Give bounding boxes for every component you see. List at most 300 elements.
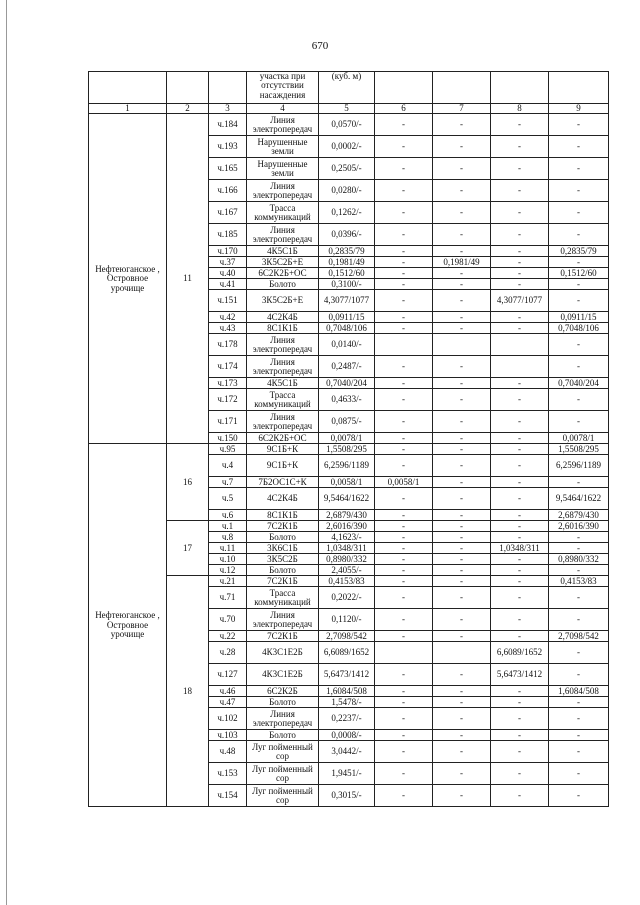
plot-number-cell: ч.151: [209, 290, 247, 312]
plot-number-cell: ч.10: [209, 554, 247, 565]
plot-number-cell: ч.46: [209, 686, 247, 697]
col9-cell: 0,8980/332: [549, 554, 609, 565]
category-cell: Трасса коммуникаций: [247, 389, 319, 411]
area-volume-cell: 1,9451/-: [319, 763, 375, 785]
plot-number-cell: ч.170: [209, 246, 247, 257]
category-cell: Луг пойменный сор: [247, 763, 319, 785]
col9-cell: -: [549, 532, 609, 543]
col7-cell: -: [433, 697, 491, 708]
area-volume-cell: 0,0058/1: [319, 477, 375, 488]
col7-cell: -: [433, 576, 491, 587]
category-cell: 4К5С1Б: [247, 378, 319, 389]
plot-number-cell: ч.1: [209, 521, 247, 532]
plot-number-cell: ч.21: [209, 576, 247, 587]
column-number: 8: [491, 104, 549, 114]
col6-cell: -: [375, 565, 433, 576]
col7-cell: -: [433, 114, 491, 136]
col7-cell: -: [433, 290, 491, 312]
col8-cell: [491, 334, 549, 356]
col6-cell: -: [375, 532, 433, 543]
category-cell: 8С1К1Б: [247, 323, 319, 334]
col6-cell: -: [375, 455, 433, 477]
plot-number-cell: ч.8: [209, 532, 247, 543]
col8-cell: -: [491, 532, 549, 543]
location-cell: Нефтеюганское , Островное урочище: [89, 444, 167, 807]
area-volume-cell: 0,2835/79: [319, 246, 375, 257]
col9-cell: 2,6879/430: [549, 510, 609, 521]
col7-cell: [433, 642, 491, 664]
category-cell: 3К5С2Б: [247, 554, 319, 565]
category-cell: 6С2К2Б: [247, 686, 319, 697]
category-cell: Болото: [247, 532, 319, 543]
col9-cell: 1,5508/295: [549, 444, 609, 455]
category-cell: Линия электропередач: [247, 356, 319, 378]
col9-cell: -: [549, 477, 609, 488]
quarter-cell: 11: [167, 114, 209, 444]
area-volume-cell: 0,2022/-: [319, 587, 375, 609]
col7-cell: -: [433, 785, 491, 807]
category-cell: 4К3С1Е2Б: [247, 664, 319, 686]
col8-cell: -: [491, 477, 549, 488]
col8-cell: 1,0348/311: [491, 543, 549, 554]
plot-number-cell: ч.173: [209, 378, 247, 389]
plot-number-cell: ч.37: [209, 257, 247, 268]
col6-cell: -: [375, 576, 433, 587]
col6-cell: -: [375, 356, 433, 378]
category-cell: 7Б2ОС1С+К: [247, 477, 319, 488]
area-volume-cell: 2,6016/390: [319, 521, 375, 532]
col6-cell: -: [375, 664, 433, 686]
col9-cell: -: [549, 224, 609, 246]
plot-number-cell: ч.165: [209, 158, 247, 180]
plot-number-cell: ч.172: [209, 389, 247, 411]
area-volume-cell: 0,0396/-: [319, 224, 375, 246]
category-cell: 3К5С2Б+Е: [247, 290, 319, 312]
col8-cell: -: [491, 389, 549, 411]
area-volume-cell: 0,4633/-: [319, 389, 375, 411]
table-row: [89, 521, 609, 532]
category-cell: Трасса коммуникаций: [247, 587, 319, 609]
plot-number-cell: ч.47: [209, 697, 247, 708]
area-volume-cell: 6,6089/1652: [319, 642, 375, 664]
col8-cell: -: [491, 411, 549, 433]
column-number: 2: [167, 104, 209, 114]
category-cell: Линия электропередач: [247, 334, 319, 356]
col6-cell: -: [375, 785, 433, 807]
plot-number-cell: ч.95: [209, 444, 247, 455]
col7-cell: -: [433, 411, 491, 433]
quarter-cell: 18: [167, 576, 209, 807]
col8-cell: -: [491, 730, 549, 741]
col8-cell: -: [491, 279, 549, 290]
col9-cell: -: [549, 136, 609, 158]
plot-number-cell: ч.70: [209, 609, 247, 631]
col7-cell: -: [433, 587, 491, 609]
area-volume-cell: 0,3100/-: [319, 279, 375, 290]
col7-cell: -: [433, 202, 491, 224]
plot-number-cell: ч.184: [209, 114, 247, 136]
col7-cell: -: [433, 686, 491, 697]
col8-cell: 5,6473/1412: [491, 664, 549, 686]
col9-cell: -: [549, 158, 609, 180]
category-cell: 6С2К2Б+ОС: [247, 433, 319, 444]
plot-number-cell: ч.12: [209, 565, 247, 576]
col7-cell: [433, 334, 491, 356]
col9-cell: 0,4153/83: [549, 576, 609, 587]
area-volume-cell: 1,0348/311: [319, 543, 375, 554]
header-cell-6: [375, 72, 433, 104]
plot-number-cell: ч.6: [209, 510, 247, 521]
col8-cell: -: [491, 257, 549, 268]
area-volume-cell: 0,2237/-: [319, 708, 375, 730]
header-row: [89, 72, 609, 104]
table-body: [89, 72, 609, 807]
col8-cell: 6,6089/1652: [491, 642, 549, 664]
col6-cell: -: [375, 180, 433, 202]
col9-cell: 6,2596/1189: [549, 455, 609, 477]
category-cell: Луг пойменный сор: [247, 785, 319, 807]
col7-cell: -: [433, 488, 491, 510]
col8-cell: -: [491, 312, 549, 323]
plot-number-cell: ч.153: [209, 763, 247, 785]
area-volume-cell: 0,1981/49: [319, 257, 375, 268]
col8-cell: -: [491, 576, 549, 587]
category-cell: Болото: [247, 279, 319, 290]
area-volume-cell: 0,0140/-: [319, 334, 375, 356]
col6-cell: -: [375, 609, 433, 631]
col6-cell: -: [375, 741, 433, 763]
col9-cell: -: [549, 609, 609, 631]
category-cell: Линия электропередач: [247, 224, 319, 246]
plot-number-cell: ч.171: [209, 411, 247, 433]
plot-number-cell: ч.167: [209, 202, 247, 224]
area-volume-cell: 0,0875/-: [319, 411, 375, 433]
col7-cell: -: [433, 510, 491, 521]
category-cell: 4К5С1Б: [247, 246, 319, 257]
category-cell: Болото: [247, 730, 319, 741]
col9-cell: -: [549, 279, 609, 290]
col9-cell: 0,0911/15: [549, 312, 609, 323]
col9-cell: -: [549, 730, 609, 741]
column-number: 1: [89, 104, 167, 114]
quarter-cell: 16: [167, 444, 209, 521]
col9-cell: 0,1512/60: [549, 268, 609, 279]
col7-cell: -: [433, 455, 491, 477]
category-cell: 4К3С1Е2Б: [247, 642, 319, 664]
plot-number-cell: ч.178: [209, 334, 247, 356]
plot-number-cell: ч.127: [209, 664, 247, 686]
category-cell: 6С2К2Б+ОС: [247, 268, 319, 279]
plot-number-cell: ч.150: [209, 433, 247, 444]
col6-cell: -: [375, 290, 433, 312]
plot-number-cell: ч.40: [209, 268, 247, 279]
plot-number-cell: ч.22: [209, 631, 247, 642]
category-cell: 3К6С1Б: [247, 543, 319, 554]
col7-cell: -: [433, 543, 491, 554]
col8-cell: -: [491, 741, 549, 763]
area-volume-cell: 2,7098/542: [319, 631, 375, 642]
col6-cell: -: [375, 202, 433, 224]
plot-number-cell: ч.7: [209, 477, 247, 488]
col9-cell: -: [549, 543, 609, 554]
area-volume-cell: 1,5478/-: [319, 697, 375, 708]
col6-cell: -: [375, 444, 433, 455]
col8-cell: -: [491, 631, 549, 642]
area-volume-cell: 5,6473/1412: [319, 664, 375, 686]
category-cell: 4С2К4Б: [247, 488, 319, 510]
category-cell: 9С1Б+К: [247, 444, 319, 455]
col7-cell: -: [433, 730, 491, 741]
area-volume-cell: 4,3077/1077: [319, 290, 375, 312]
col9-cell: -: [549, 697, 609, 708]
col7-cell: -: [433, 565, 491, 576]
col6-cell: -: [375, 257, 433, 268]
header-cell-1: [89, 72, 167, 104]
category-cell: Нарушенные земли: [247, 136, 319, 158]
col8-cell: -: [491, 158, 549, 180]
column-number: 6: [375, 104, 433, 114]
col6-cell: -: [375, 543, 433, 554]
header-cell-3: [209, 72, 247, 104]
col9-cell: -: [549, 356, 609, 378]
plot-number-cell: ч.154: [209, 785, 247, 807]
table-row: [89, 114, 609, 136]
col6-cell: -: [375, 411, 433, 433]
col6-cell: -: [375, 158, 433, 180]
col8-cell: -: [491, 180, 549, 202]
plot-number-cell: ч.11: [209, 543, 247, 554]
col9-cell: -: [549, 763, 609, 785]
col7-cell: -: [433, 312, 491, 323]
col8-cell: -: [491, 785, 549, 807]
area-volume-cell: 0,7048/106: [319, 323, 375, 334]
plot-number-cell: ч.42: [209, 312, 247, 323]
plot-number-cell: ч.48: [209, 741, 247, 763]
col8-cell: -: [491, 433, 549, 444]
col6-cell: -: [375, 587, 433, 609]
col8-cell: -: [491, 114, 549, 136]
col9-cell: 0,2835/79: [549, 246, 609, 257]
category-cell: 9С1Б+К: [247, 455, 319, 477]
area-volume-cell: 0,1262/-: [319, 202, 375, 224]
header-cell-area-note: участка при отсутствии насаждения: [247, 72, 319, 104]
col6-cell: -: [375, 246, 433, 257]
col9-cell: -: [549, 114, 609, 136]
area-volume-cell: 3,0442/-: [319, 741, 375, 763]
category-cell: 7С2К1Б: [247, 521, 319, 532]
col9-cell: 2,7098/542: [549, 631, 609, 642]
col6-cell: -: [375, 631, 433, 642]
col9-cell: -: [549, 741, 609, 763]
area-volume-cell: 0,7040/204: [319, 378, 375, 389]
col6-cell: -: [375, 224, 433, 246]
col7-cell: -: [433, 323, 491, 334]
col7-cell: -: [433, 741, 491, 763]
area-volume-cell: 6,2596/1189: [319, 455, 375, 477]
area-volume-cell: 4,1623/-: [319, 532, 375, 543]
col6-cell: -: [375, 554, 433, 565]
col9-cell: 9,5464/1622: [549, 488, 609, 510]
col7-cell: -: [433, 532, 491, 543]
category-cell: Нарушенные земли: [247, 158, 319, 180]
col7-cell: -: [433, 389, 491, 411]
col7-cell: -: [433, 180, 491, 202]
col7-cell: -: [433, 708, 491, 730]
col7-cell: -: [433, 444, 491, 455]
col9-cell: -: [549, 664, 609, 686]
area-volume-cell: 0,2487/-: [319, 356, 375, 378]
col8-cell: -: [491, 686, 549, 697]
col9-cell: -: [549, 290, 609, 312]
area-volume-cell: 0,0280/-: [319, 180, 375, 202]
col8-cell: -: [491, 763, 549, 785]
area-volume-cell: 0,0008/-: [319, 730, 375, 741]
column-number: 7: [433, 104, 491, 114]
col9-cell: -: [549, 708, 609, 730]
area-volume-cell: 0,8980/332: [319, 554, 375, 565]
col6-cell: -: [375, 730, 433, 741]
forest-area-table: [88, 71, 609, 807]
col7-cell: -: [433, 433, 491, 444]
col9-cell: -: [549, 334, 609, 356]
forest-table-wrapper: [88, 71, 608, 807]
col6-cell: -: [375, 114, 433, 136]
plot-number-cell: ч.43: [209, 323, 247, 334]
col8-cell: 4,3077/1077: [491, 290, 549, 312]
col6-cell: -: [375, 510, 433, 521]
col6-cell: [375, 334, 433, 356]
area-volume-cell: 0,1120/-: [319, 609, 375, 631]
col8-cell: -: [491, 246, 549, 257]
col6-cell: [375, 642, 433, 664]
area-volume-cell: 0,0570/-: [319, 114, 375, 136]
plot-number-cell: ч.102: [209, 708, 247, 730]
col8-cell: -: [491, 444, 549, 455]
area-volume-cell: 9,5464/1622: [319, 488, 375, 510]
quarter-cell: 17: [167, 521, 209, 576]
col9-cell: -: [549, 411, 609, 433]
area-volume-cell: 2,4055/-: [319, 565, 375, 576]
col8-cell: -: [491, 224, 549, 246]
col9-cell: -: [549, 389, 609, 411]
area-volume-cell: 0,1512/60: [319, 268, 375, 279]
col8-cell: -: [491, 708, 549, 730]
category-cell: Луг пойменный сор: [247, 741, 319, 763]
plot-number-cell: ч.71: [209, 587, 247, 609]
plot-number-cell: ч.41: [209, 279, 247, 290]
area-volume-cell: 0,2505/-: [319, 158, 375, 180]
col6-cell: -: [375, 268, 433, 279]
col9-cell: -: [549, 257, 609, 268]
category-cell: 8С1К1Б: [247, 510, 319, 521]
category-cell: Линия электропередач: [247, 411, 319, 433]
col8-cell: -: [491, 554, 549, 565]
area-volume-cell: 0,3015/-: [319, 785, 375, 807]
col8-cell: -: [491, 587, 549, 609]
col7-cell: -: [433, 631, 491, 642]
page-edge-line: [6, 0, 7, 905]
category-cell: Линия электропередач: [247, 114, 319, 136]
col7-cell: -: [433, 136, 491, 158]
header-cell-2: [167, 72, 209, 104]
col7-cell: -: [433, 356, 491, 378]
col6-cell: -: [375, 136, 433, 158]
col7-cell: -: [433, 268, 491, 279]
col7-cell: -: [433, 664, 491, 686]
table-row: [89, 444, 609, 455]
col6-cell: -: [375, 521, 433, 532]
plot-number-cell: ч.166: [209, 180, 247, 202]
col7-cell: -: [433, 158, 491, 180]
col7-cell: -: [433, 246, 491, 257]
col7-cell: -: [433, 477, 491, 488]
col6-cell: -: [375, 378, 433, 389]
col6-cell: -: [375, 697, 433, 708]
col9-cell: -: [549, 785, 609, 807]
col6-cell: -: [375, 312, 433, 323]
col6-cell: -: [375, 279, 433, 290]
category-cell: Трасса коммуникаций: [247, 202, 319, 224]
col8-cell: -: [491, 565, 549, 576]
plot-number-cell: ч.103: [209, 730, 247, 741]
col7-cell: -: [433, 279, 491, 290]
area-volume-cell: 1,5508/295: [319, 444, 375, 455]
area-volume-cell: 0,0002/-: [319, 136, 375, 158]
column-number: 9: [549, 104, 609, 114]
col9-cell: 0,0078/1: [549, 433, 609, 444]
col8-cell: [491, 356, 549, 378]
area-volume-cell: 0,4153/83: [319, 576, 375, 587]
plot-number-cell: ч.28: [209, 642, 247, 664]
col9-cell: 0,7040/204: [549, 378, 609, 389]
col8-cell: -: [491, 521, 549, 532]
plot-number-cell: ч.4: [209, 455, 247, 477]
header-cell-9: [549, 72, 609, 104]
col7-cell: 0,1981/49: [433, 257, 491, 268]
col8-cell: -: [491, 455, 549, 477]
column-number: 4: [247, 104, 319, 114]
plot-number-cell: ч.174: [209, 356, 247, 378]
column-number: 3: [209, 104, 247, 114]
column-number: 5: [319, 104, 375, 114]
col7-cell: -: [433, 224, 491, 246]
col7-cell: -: [433, 521, 491, 532]
category-cell: Линия электропередач: [247, 180, 319, 202]
column-number-row: [89, 104, 609, 114]
category-cell: 4С2К4Б: [247, 312, 319, 323]
category-cell: Болото: [247, 565, 319, 576]
col6-cell: -: [375, 708, 433, 730]
header-cell-7: [433, 72, 491, 104]
category-cell: 3К5С2Б+Е: [247, 257, 319, 268]
col8-cell: -: [491, 268, 549, 279]
col9-cell: -: [549, 587, 609, 609]
area-volume-cell: 2,6879/430: [319, 510, 375, 521]
category-cell: Линия электропередач: [247, 609, 319, 631]
col6-cell: 0,0058/1: [375, 477, 433, 488]
plot-number-cell: ч.193: [209, 136, 247, 158]
col9-cell: 2,6016/390: [549, 521, 609, 532]
col8-cell: -: [491, 609, 549, 631]
header-cell-8: [491, 72, 549, 104]
col8-cell: -: [491, 510, 549, 521]
col6-cell: -: [375, 488, 433, 510]
col6-cell: -: [375, 323, 433, 334]
plot-number-cell: ч.185: [209, 224, 247, 246]
col6-cell: -: [375, 763, 433, 785]
col9-cell: -: [549, 642, 609, 664]
category-cell: Линия электропередач: [247, 708, 319, 730]
